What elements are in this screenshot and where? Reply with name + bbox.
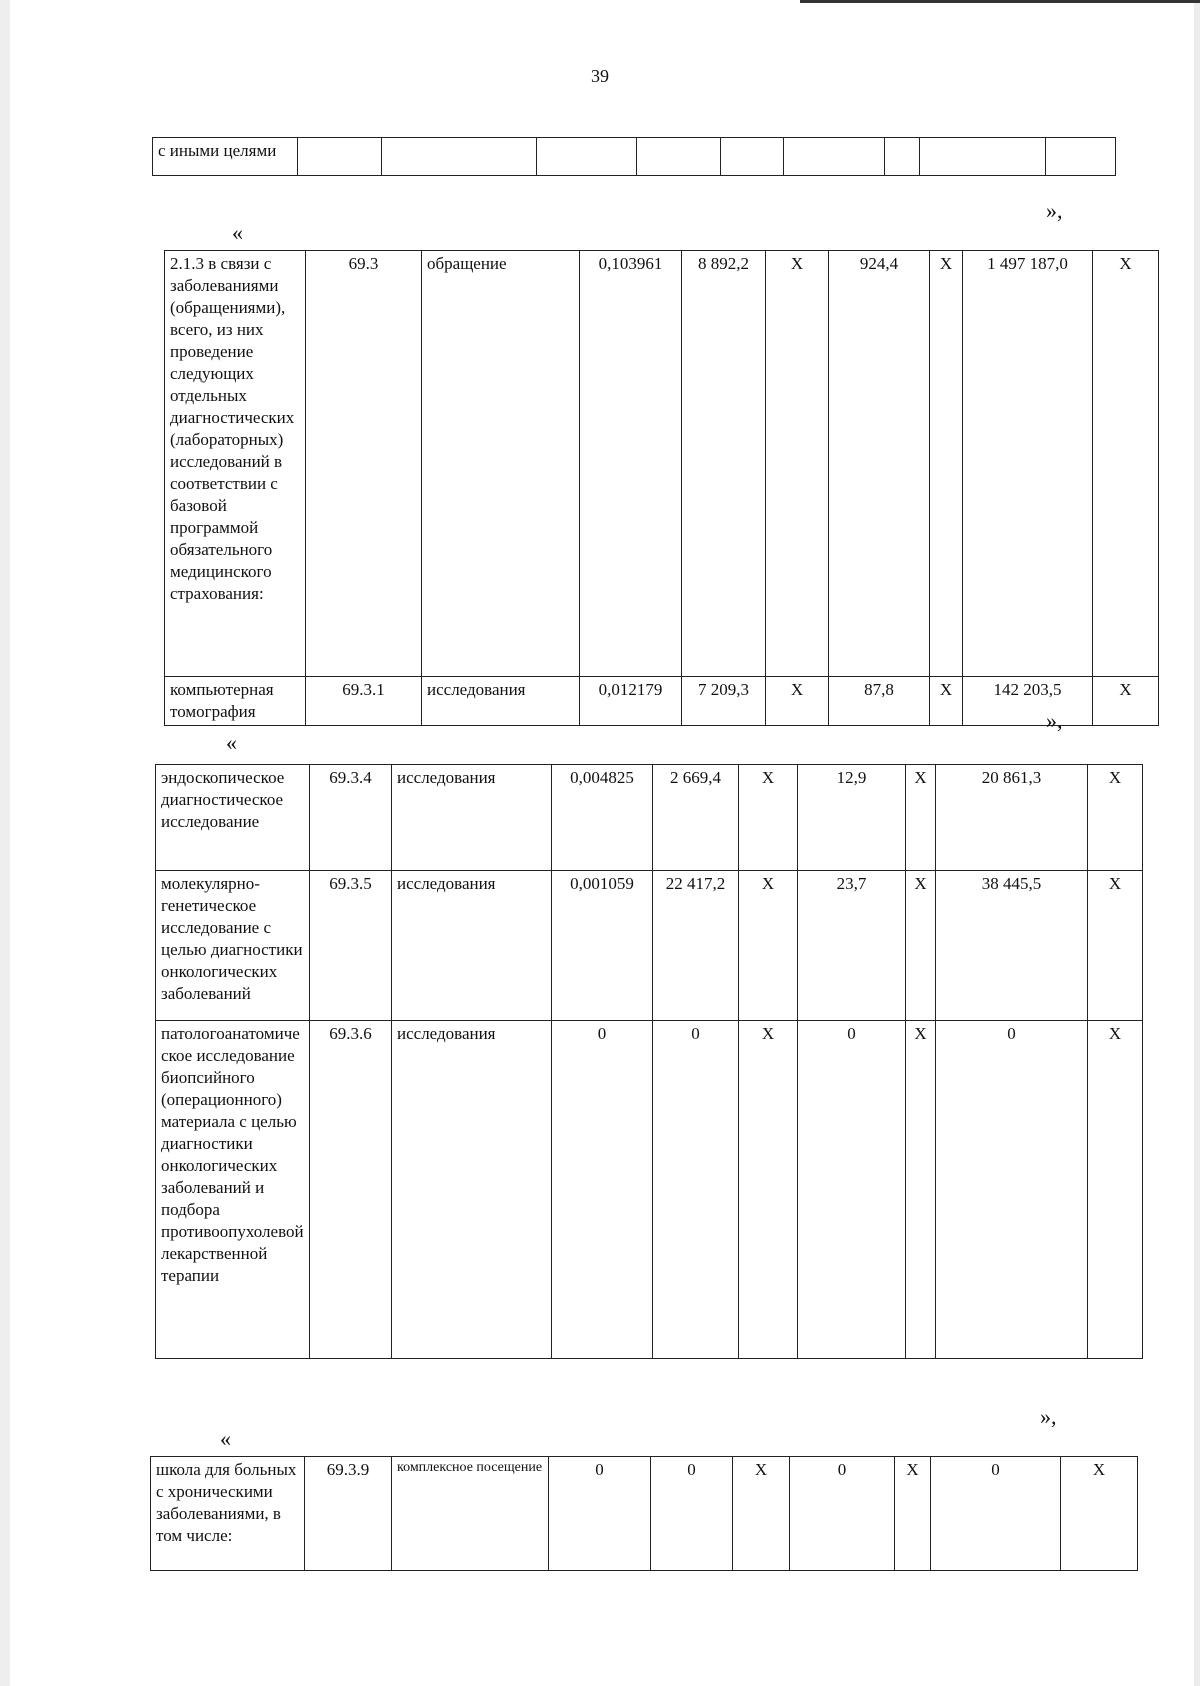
table-fragment-3 bbox=[155, 764, 1143, 1359]
indicator-name-cell: школа для больных с хроническими заболеваниями, в том числе: bbox=[151, 1457, 305, 1571]
indicator-name-cell: компьютерная томография bbox=[165, 677, 306, 726]
cost-per-unit-cell: 0 bbox=[653, 1021, 739, 1359]
table-fragment-1 bbox=[152, 137, 1116, 176]
indicator-name-cell: патологоанатомическое исследование биопсийного (операционного) материала с целью диагностики онкологических заболеваний и подбора противоопухолевой лекарственной терапии bbox=[156, 1021, 310, 1359]
table-row bbox=[165, 677, 1159, 726]
norm-volume-cell bbox=[537, 138, 637, 176]
budget-total-cell: Х bbox=[906, 871, 936, 1021]
budget-per-capita-cell: Х bbox=[739, 1021, 798, 1359]
table-fragment-4 bbox=[150, 1456, 1138, 1571]
closing-quote-1: », bbox=[1046, 198, 1063, 223]
cost-per-unit-cell: 7 209,3 bbox=[682, 677, 766, 726]
row-code-cell: 69.3.1 bbox=[306, 677, 422, 726]
norm-volume-cell: 0,012179 bbox=[580, 677, 682, 726]
table-row bbox=[156, 1021, 1143, 1359]
row-code-cell: 69.3.6 bbox=[310, 1021, 392, 1359]
oms-total-cell bbox=[920, 138, 1046, 176]
share-cell: Х bbox=[1061, 1457, 1138, 1571]
row-code-cell: 69.3 bbox=[306, 251, 422, 677]
indicator-name-cell: с иными целями bbox=[153, 138, 298, 176]
indicator-name-cell: молекулярно-генетическое исследование с целью диагностики онкологических заболеваний bbox=[156, 871, 310, 1021]
budget-per-capita-cell: Х bbox=[739, 765, 798, 871]
row-code-cell bbox=[298, 138, 382, 176]
oms-total-cell: 20 861,3 bbox=[936, 765, 1088, 871]
share-cell: Х bbox=[1088, 871, 1143, 1021]
closing-quote-2: », bbox=[1046, 708, 1063, 733]
norm-volume-cell: 0 bbox=[549, 1457, 651, 1571]
norm-volume-cell: 0,103961 bbox=[580, 251, 682, 677]
unit-cell: исследования bbox=[422, 677, 580, 726]
opening-quote-3: « bbox=[220, 1426, 231, 1451]
norm-volume-cell: 0 bbox=[552, 1021, 653, 1359]
budget-per-capita-cell: Х bbox=[733, 1457, 790, 1571]
oms-total-cell: 142 203,5 bbox=[963, 677, 1093, 726]
unit-cell: исследования bbox=[392, 871, 552, 1021]
opening-quote-2: « bbox=[226, 730, 237, 755]
norm-volume-cell: 0,004825 bbox=[552, 765, 653, 871]
unit-cell bbox=[382, 138, 537, 176]
unit-cell: исследования bbox=[392, 1021, 552, 1359]
share-cell: Х bbox=[1093, 251, 1159, 677]
row-code-cell: 69.3.9 bbox=[305, 1457, 392, 1571]
cost-per-unit-cell: 0 bbox=[651, 1457, 733, 1571]
oms-per-capita-cell: 924,4 bbox=[829, 251, 930, 677]
share-cell: Х bbox=[1088, 765, 1143, 871]
budget-total-cell: Х bbox=[906, 765, 936, 871]
table-row bbox=[153, 138, 1116, 176]
table-row bbox=[151, 1457, 1138, 1571]
oms-total-cell: 1 497 187,0 bbox=[963, 251, 1093, 677]
budget-per-capita-cell bbox=[721, 138, 784, 176]
page-number: 39 bbox=[591, 66, 609, 86]
oms-per-capita-cell bbox=[784, 138, 885, 176]
cost-per-unit-cell bbox=[637, 138, 721, 176]
row-code-cell: 69.3.4 bbox=[310, 765, 392, 871]
share-cell: Х bbox=[1088, 1021, 1143, 1359]
indicator-name-cell: эндоскопическое диагностическое исследование bbox=[156, 765, 310, 871]
budget-total-cell: Х bbox=[906, 1021, 936, 1359]
table-row bbox=[156, 871, 1143, 1021]
oms-per-capita-cell: 87,8 bbox=[829, 677, 930, 726]
budget-per-capita-cell: Х bbox=[766, 251, 829, 677]
table-row bbox=[156, 765, 1143, 871]
share-cell bbox=[1046, 138, 1116, 176]
cost-per-unit-cell: 2 669,4 bbox=[653, 765, 739, 871]
budget-total-cell: Х bbox=[895, 1457, 931, 1571]
scan-edge-right bbox=[1194, 0, 1200, 1686]
cost-per-unit-cell: 22 417,2 bbox=[653, 871, 739, 1021]
table-fragment-2 bbox=[164, 250, 1159, 726]
budget-total-cell: Х bbox=[930, 677, 963, 726]
oms-total-cell: 38 445,5 bbox=[936, 871, 1088, 1021]
closing-quote-3: », bbox=[1040, 1404, 1057, 1429]
top-rule bbox=[800, 0, 1200, 3]
unit-cell: комплексное посещение bbox=[392, 1457, 549, 1571]
oms-per-capita-cell: 0 bbox=[798, 1021, 906, 1359]
budget-total-cell: Х bbox=[930, 251, 963, 677]
share-cell: Х bbox=[1093, 677, 1159, 726]
budget-per-capita-cell: Х bbox=[766, 677, 829, 726]
row-code-cell: 69.3.5 bbox=[310, 871, 392, 1021]
cost-per-unit-cell: 8 892,2 bbox=[682, 251, 766, 677]
norm-volume-cell: 0,001059 bbox=[552, 871, 653, 1021]
oms-per-capita-cell: 0 bbox=[790, 1457, 895, 1571]
opening-quote-1: « bbox=[232, 220, 243, 245]
unit-cell: обращение bbox=[422, 251, 580, 677]
budget-total-cell bbox=[885, 138, 920, 176]
scan-edge-left bbox=[0, 0, 10, 1686]
budget-per-capita-cell: Х bbox=[739, 871, 798, 1021]
oms-total-cell: 0 bbox=[936, 1021, 1088, 1359]
oms-total-cell: 0 bbox=[931, 1457, 1061, 1571]
unit-cell: исследования bbox=[392, 765, 552, 871]
oms-per-capita-cell: 23,7 bbox=[798, 871, 906, 1021]
oms-per-capita-cell: 12,9 bbox=[798, 765, 906, 871]
indicator-name-cell: 2.1.3 в связи с заболеваниями (обращениями), всего, из них проведение следующих отдельных диагностических (лабораторных) исследований в соответствии с базовой программой обязательного медицинского страхования: bbox=[165, 251, 306, 677]
table-row bbox=[165, 251, 1159, 677]
